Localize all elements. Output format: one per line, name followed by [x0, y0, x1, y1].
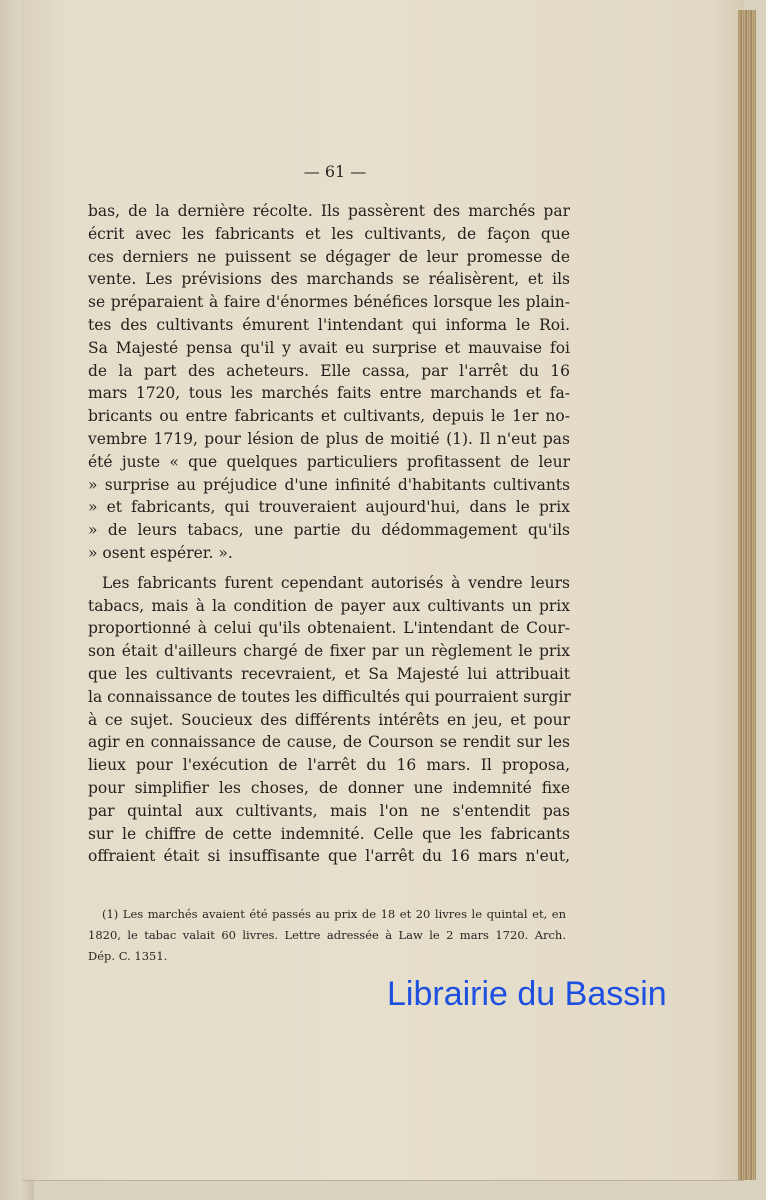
footnote-line: (1) Les marchés avaient été passés au prix de 18 et 20 livres le quintal et, en	[102, 907, 566, 921]
page-stack-edge	[738, 10, 756, 1180]
text-line: proportionné à celui qu'ils obtenaient. L'intendant de Cour-	[88, 619, 570, 638]
text-line: lieux pour l'exécution de l'arrêt du 16 mars. Il proposa,	[88, 756, 570, 775]
text-line: se préparaient à faire d'énormes bénéfices lorsque les plain-	[88, 293, 570, 312]
footnote-line: 1820, le tabac valait 60 livres. Lettre adressée à Law le 2 mars 1720. Arch.	[88, 928, 566, 942]
text-line: vembre 1719, pour lésion de plus de moitié (1). Il n'eut pas	[88, 429, 570, 448]
text-line: tes des cultivants émurent l'intendant qui informa le Roi.	[88, 315, 570, 334]
text-line: de la part des acheteurs. Elle cassa, par l'arrêt du 16	[88, 361, 570, 380]
text-line: tabacs, mais à la condition de payer aux cultivants un prix	[88, 596, 570, 615]
text-line: été juste « que quelques particuliers profitassent de leur	[88, 452, 570, 471]
text-line: agir en connaissance de cause, de Courson se rendit sur les	[88, 733, 570, 752]
text-line: » et fabricants, qui trouveraient aujourd'hui, dans le prix	[88, 498, 570, 517]
body-text	[88, 200, 570, 868]
watermark: Librairie du Bassin	[387, 975, 667, 1013]
footnote	[88, 904, 566, 967]
text-line: à ce sujet. Soucieux des différents intérêts en jeu, et pour	[88, 710, 570, 729]
text-line: mars 1720, tous les marchés faits entre marchands et fa-	[88, 384, 570, 403]
text-line: » de leurs tabacs, une partie du dédommagement qu'ils	[88, 521, 570, 540]
text-line: écrit avec les fabricants et les cultivants, de façon que	[88, 224, 570, 243]
text-line: » surprise au préjudice d'une infinité d'habitants cultivants	[88, 475, 570, 494]
text-line: son était d'ailleurs chargé de fixer par un règlement le prix	[88, 642, 570, 661]
text-line: Les fabricants furent cependant autorisés à vendre leurs	[102, 573, 570, 592]
text-line: offraient était si insuffisante que l'arrêt du 16 mars n'eut,	[88, 847, 570, 866]
text-line: bricants ou entre fabricants et cultivants, depuis le 1er no-	[88, 407, 570, 426]
text-line: sur le chiffre de cette indemnité. Celle que les fabricants	[88, 824, 570, 843]
text-line: bas, de la dernière récolte. Ils passèrent des marchés par	[88, 202, 570, 220]
text-line: vente. Les prévisions des marchands se réalisèrent, et ils	[88, 270, 570, 289]
text-line: » osent espérer. ».	[88, 543, 233, 562]
text-line: que les cultivants recevraient, et Sa Majesté lui attribuait	[88, 664, 570, 683]
text-line: Sa Majesté pensa qu'il y avait eu surprise et mauvaise foi	[88, 338, 570, 357]
text-line: la connaissance de toutes les difficultés qui pourraient surgir	[88, 687, 571, 706]
paragraph-gap	[88, 565, 570, 572]
page-number: — 61 —	[303, 162, 367, 181]
footnote-line: Dép. C. 1351.	[88, 949, 168, 963]
text-line: ces derniers ne puissent se dégager de leur promesse de	[88, 247, 570, 266]
text-line: par quintal aux cultivants, mais l'on ne s'entendit pas	[88, 801, 570, 820]
text-line: pour simplifier les choses, de donner une indemnité fixe	[88, 778, 570, 797]
